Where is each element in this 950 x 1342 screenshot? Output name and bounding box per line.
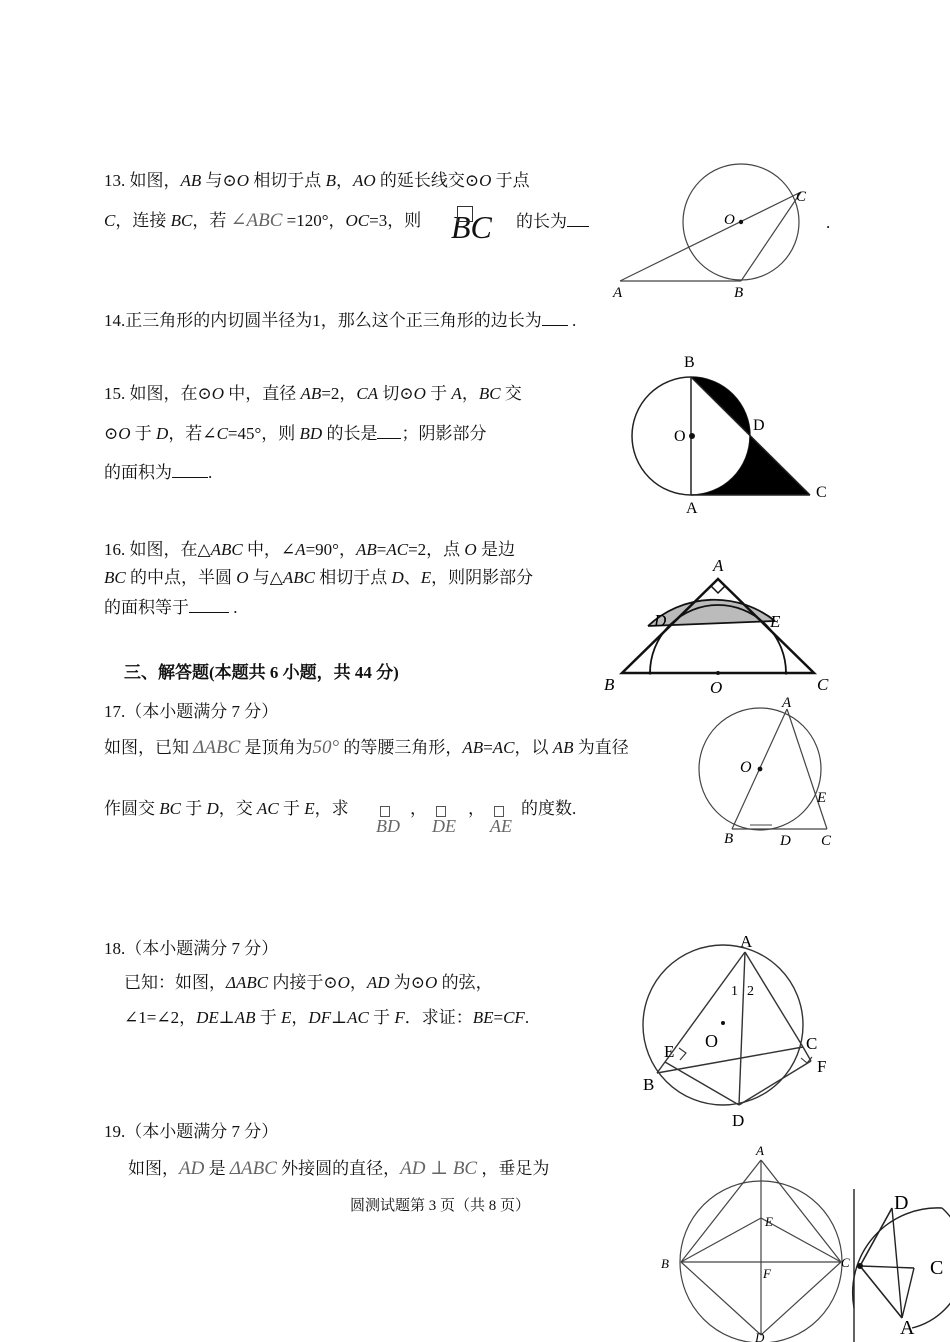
q13-fig-C: C	[796, 189, 807, 205]
q16-line2: BC 的中点，半圆 O 与△ABC 相切于点 D、E，则阴影部分	[104, 568, 534, 587]
q18-line2: ∠1=∠2，DE⊥AB 于 E，DF⊥AC 于 F．求证：BE=CF.	[124, 1008, 530, 1027]
q17-fig-O: O	[740, 759, 752, 776]
q18-fig-2: 2	[747, 984, 754, 999]
q17-line1: 如图，已知 ΔABC 是顶角为50° 的等腰三角形，AB=AC，以 AB 为直径	[104, 737, 629, 758]
q16-line3: 的面积等于 .	[104, 598, 238, 617]
q13-line1: 13. 如图，AB 与⊙O 相切于点 B，AO 的延长线交⊙O 于点	[104, 171, 530, 190]
q17-fig-B: B	[724, 831, 734, 847]
q19-line1: 如图，AD 是 ΔABC 外接圆的直径，AD ⊥ BC ，垂足为	[128, 1158, 550, 1179]
q17-arc-ae: AE	[490, 816, 512, 836]
q17-fig-D: D	[780, 833, 791, 849]
edge-fig-C: C	[930, 1257, 944, 1279]
q16-fig-D: D	[654, 611, 667, 630]
q15-fig-O: O	[674, 428, 686, 445]
arc-symbol-icon	[457, 206, 473, 222]
q19-figure	[655, 1140, 855, 1342]
q18-fig-F: F	[817, 1057, 827, 1076]
q16-line1: 16. 如图，在△ABC 中，∠A=90°，AB=AC=2，点 O 是边	[104, 540, 515, 559]
q18-fig-C: C	[806, 1034, 818, 1053]
edge-fig-A: A	[900, 1317, 915, 1339]
q19-fig-E: E	[765, 1214, 773, 1229]
q13-tail: 的长为	[516, 210, 589, 233]
q18-header: 18.（本小题满分 7 分）	[104, 939, 279, 958]
q15-fig-C: C	[816, 484, 827, 501]
q17-line2: 作圆交 BC 于 D，交 AC 于 E，求	[104, 799, 349, 818]
q16-fig-O: O	[710, 678, 723, 697]
q19-fig-D: D	[755, 1330, 765, 1342]
q15-fig-A: A	[686, 500, 698, 517]
q15-line3: 的面积为 .	[104, 463, 213, 482]
edge-figure	[852, 1188, 950, 1342]
q17-comma2: ，	[468, 799, 485, 818]
q18-fig-B: B	[643, 1075, 655, 1094]
q19-fig-F: F	[763, 1266, 771, 1281]
q18-fig-E: E	[664, 1042, 675, 1061]
q17-arc-de: DE	[432, 816, 456, 836]
q17-arc-bd: BD	[376, 816, 400, 836]
q15-line1: 15. 如图，在⊙O 中，直径 AB=2，CA 切⊙O 于 A，BC 交	[104, 384, 522, 403]
arc-symbol-icon	[380, 806, 390, 817]
q16-fig-C: C	[817, 675, 829, 694]
q16-fig-A: A	[713, 556, 724, 575]
q16-fig-E: E	[770, 612, 781, 631]
q17-header: 17.（本小题满分 7 分）	[104, 702, 279, 721]
q16-figure	[600, 552, 840, 697]
q19-fig-C: C	[841, 1255, 850, 1270]
q13-fig-B: B	[734, 285, 744, 301]
q13-end: .	[826, 213, 831, 232]
q18-figure	[635, 930, 835, 1130]
q17-comma1: ，	[410, 799, 427, 818]
q17-tail: 的度数.	[521, 799, 577, 818]
section3-title: 三、解答题(本题共 6 小题，共 44 分)	[124, 663, 399, 682]
q19-fig-B: B	[661, 1256, 669, 1271]
q17-fig-E: E	[817, 790, 827, 806]
q13-line2: C，连接 BC，若 ∠ABC =120°，OC=3，则	[104, 210, 422, 231]
q15-fig-D: D	[753, 417, 765, 434]
q17-fig-C: C	[821, 833, 832, 849]
q18-fig-O: O	[705, 1031, 718, 1051]
q17-fig-A: A	[782, 695, 792, 711]
q18-fig-A: A	[740, 932, 753, 951]
q19-fig-A: A	[756, 1143, 764, 1158]
q16-fig-B: B	[604, 675, 615, 694]
q13-arc-bc: BC	[451, 209, 492, 245]
q17-figure	[690, 690, 850, 855]
q14-text: 14.正三角形的内切圆半径为1，那么这个正三角形的边长为 .	[104, 311, 577, 330]
arc-symbol-icon	[436, 806, 446, 817]
q19-header: 19.（本小题满分 7 分）	[104, 1122, 279, 1141]
q18-fig-D: D	[732, 1111, 745, 1130]
q15-line2: ⊙O 于 D，若∠C=45°，则 BD 的长是 ；阴影部分	[104, 424, 487, 443]
q13-fig-A: A	[613, 285, 623, 301]
q13-fig-O: O	[724, 212, 735, 228]
q15-fig-B: B	[684, 354, 695, 371]
q15-figure	[620, 350, 840, 520]
q13-figure	[610, 160, 840, 305]
q18-line1: 已知：如图，ΔABC 内接于⊙O，AD 为⊙O 的弦，	[124, 973, 493, 992]
q18-fig-1: 1	[731, 984, 738, 999]
arc-symbol-icon	[494, 806, 504, 817]
page-footer: 圆测试题第 3 页（共 8 页）	[350, 1198, 531, 1214]
edge-fig-D: D	[894, 1192, 909, 1214]
